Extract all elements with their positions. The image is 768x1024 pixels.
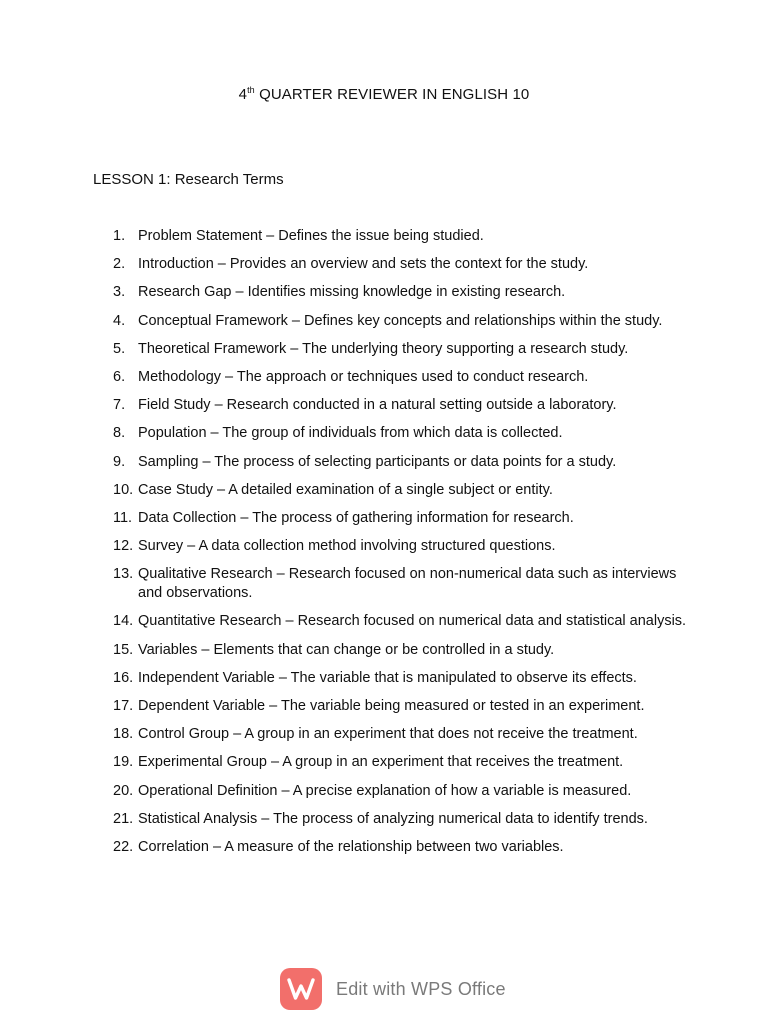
list-item (113, 838, 693, 857)
list-item (113, 697, 693, 716)
item-number: 7. (113, 397, 126, 414)
list-item (113, 255, 693, 274)
item-number: 13. (113, 566, 134, 583)
item-text: Sampling – The process of selecting participants or data points for a study. (138, 453, 617, 470)
list-item (113, 368, 693, 387)
list-item (113, 537, 693, 556)
item-text: Problem Statement – Defines the issue being studied. (138, 228, 484, 244)
document-title (0, 86, 768, 103)
item-text: Theoretical Framework – The underlying theory supporting a research study. (138, 340, 629, 357)
title-prefix: 4 (238, 86, 248, 103)
list-item (113, 340, 693, 359)
item-text: Data Collection – The process of gathering information for research. (138, 509, 574, 526)
title-rest: QUARTER REVIEWER IN ENGLISH 10 (254, 86, 530, 103)
item-text: Operational Definition – A precise explanation of how a variable is measured. (138, 782, 632, 799)
list-item (113, 312, 693, 331)
list-item (113, 481, 693, 500)
list-item (113, 641, 693, 660)
item-text: Field Study – Research conducted in a natural setting outside a laboratory. (138, 397, 617, 414)
item-text: Methodology – The approach or techniques used to conduct research. (138, 368, 589, 385)
item-number: 14. (113, 613, 134, 630)
list-item (113, 810, 693, 829)
item-text: Experimental Group – A group in an experiment that receives the treatment. (138, 754, 624, 771)
item-number: 20. (113, 782, 134, 799)
item-number: 10. (113, 481, 134, 498)
item-number: 15. (113, 641, 134, 658)
list-item (113, 753, 693, 772)
item-number: 8. (113, 425, 126, 442)
item-text: Conceptual Framework – Defines key concepts and relationships within the study. (138, 312, 663, 329)
item-text: Introduction – Provides an overview and sets the context for the study. (138, 256, 589, 273)
item-number: 18. (113, 726, 134, 743)
item-text: Quantitative Research – Research focused on numerical data and statistical analysis. (138, 613, 687, 630)
item-text: Statistical Analysis – The process of analyzing numerical data to identify trends. (138, 810, 648, 827)
item-number: 16. (113, 669, 134, 686)
item-text: Qualitative Research – Research focused on non-numerical data such as interviews and observations. (138, 566, 677, 602)
item-text: Research Gap – Identifies missing knowledge in existing research. (138, 284, 566, 301)
list-item (113, 453, 693, 472)
lesson-heading: LESSON 1: Research Terms (93, 171, 284, 188)
item-number: 4. (113, 312, 126, 329)
item-number: 17. (113, 698, 134, 714)
list-item (113, 725, 693, 744)
item-number: 12. (113, 538, 134, 555)
edit-with-wps-label: Edit with WPS Office (336, 978, 506, 999)
item-number: 22. (113, 838, 134, 855)
item-number: 1. (113, 228, 126, 244)
item-number: 19. (113, 754, 134, 771)
item-number: 3. (113, 284, 126, 301)
item-number: 5. (113, 340, 126, 357)
item-text: Dependent Variable – The variable being measured or tested in an experiment. (138, 698, 645, 714)
list-item (113, 227, 693, 246)
list-item (113, 396, 693, 415)
item-text: Correlation – A measure of the relationship between two variables. (138, 838, 564, 855)
item-number: 11. (113, 509, 133, 526)
list-item (113, 283, 693, 302)
item-number: 6. (113, 368, 126, 385)
title-superscript: th (247, 85, 255, 95)
item-text: Variables – Elements that can change or be controlled in a study. (138, 641, 555, 658)
item-text: Population – The group of individuals from which data is collected. (138, 425, 563, 442)
item-text: Case Study – A detailed examination of a single subject or entity. (138, 481, 553, 498)
list-item (113, 782, 693, 801)
list-item (113, 565, 693, 603)
wps-w-glyph-icon (287, 977, 315, 1001)
edit-with-wps-button[interactable] (280, 968, 506, 1010)
list-item (113, 509, 693, 528)
item-text: Control Group – A group in an experiment that does not receive the treatment. (138, 726, 638, 743)
item-number: 2. (113, 256, 126, 273)
item-number: 21. (113, 810, 134, 827)
terms-list (113, 227, 693, 866)
list-item (113, 669, 693, 688)
item-number: 9. (113, 453, 126, 470)
item-text: Independent Variable – The variable that is manipulated to observe its effects. (138, 669, 637, 686)
item-text: Survey – A data collection method involving structured questions. (138, 538, 556, 555)
list-item (113, 424, 693, 443)
wps-logo-icon (280, 968, 322, 1010)
list-item (113, 612, 693, 631)
